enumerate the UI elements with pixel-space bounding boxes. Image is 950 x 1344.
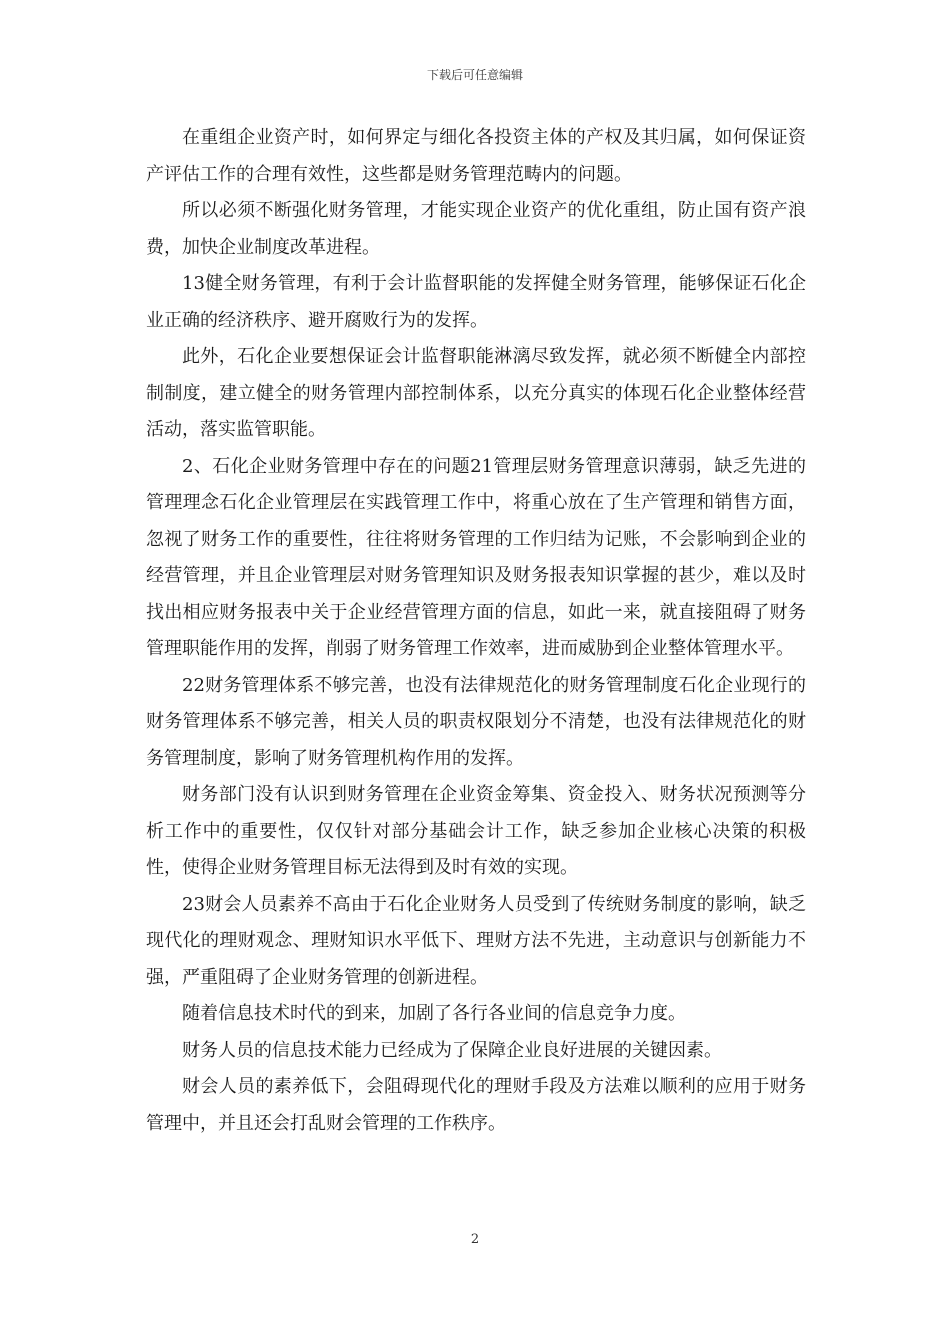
document-body (146, 120, 806, 1142)
paragraph-9: 随着信息技术时代的到来，加剧了各行各业间的信息竞争力度。 (182, 1003, 686, 1024)
paragraph-1: 在重组企业资产时，如何界定与细化各投资主体的产权及其归属，如何保证资产评估工作的合理有效性，这些都是财务管理范畴内的问题。 (146, 127, 806, 185)
page-number: 2 (470, 1232, 480, 1247)
paragraph-11: 财会人员的素养低下，会阻碍现代化的理财手段及方法难以顺利的应用于财务管理中，并且还会打乱财会管理的工作秩序。 (146, 1076, 806, 1134)
paragraph-2: 所以必须不断强化财务管理，才能实现企业资产的优化重组，防止国有资产浪费，加快企业制度改革进程。 (146, 200, 806, 258)
paragraph-8: 23财会人员素养不高由于石化企业财务人员受到了传统财务制度的影响，缺乏现代化的理财观念、理财知识水平低下、理财方法不先进，主动意识与创新能力不强，严重阻碍了企业财务管理的创新进程。 (146, 893, 806, 988)
paragraph-6: 22财务管理体系不够完善，也没有法律规范化的财务管理制度石化企业现行的财务管理体系不够完善，相关人员的职责权限划分不清楚，也没有法律规范化的财务管理制度，影响了财务管理机构作用的发挥。 (146, 674, 806, 769)
paragraph-4: 此外，石化企业要想保证会计监督职能淋漓尽致发挥，就必须不断健全内部控制制度，建立健全的财务管理内部控制体系，以充分真实的体现石化企业整体经营活动，落实监管职能。 (146, 346, 806, 440)
page-header: 下载后可任意编辑 (426, 68, 523, 82)
paragraph-7: 财务部门没有认识到财务管理在企业资金筹集、资金投入、财务状况预测等分析工作中的重要性，仅仅针对部分基础会计工作，缺乏参加企业核心决策的积极性，使得企业财务管理目标无法得到及时有效的实现。 (146, 784, 806, 878)
paragraph-5: 2、石化企业财务管理中存在的问题21管理层财务管理意识薄弱，缺乏先进的管理理念石化企业管理层在实践管理工作中，将重心放在了生产管理和销售方面，忽视了财务工作的重要性，往往将财务管理的工作归结为记账，不会影响到企业的经营管理，并且企业管理层对财务管理知识及财务报表知识掌握的甚少，难以及时找出相应财务报表中关于企业经营管理方面的信息，如此一来，就直接阻碍了财务管理职能作用的发挥，削弱了财务管理工作效率，进而威胁到企业整体管理水平。 (146, 455, 806, 659)
paragraph-10: 财务人员的信息技术能力已经成为了保障企业良好进展的关键因素。 (182, 1039, 722, 1061)
paragraph-3: 13健全财务管理，有利于会计监督职能的发挥健全财务管理，能够保证石化企业正确的经济秩序、避开腐败行为的发挥。 (146, 273, 806, 331)
